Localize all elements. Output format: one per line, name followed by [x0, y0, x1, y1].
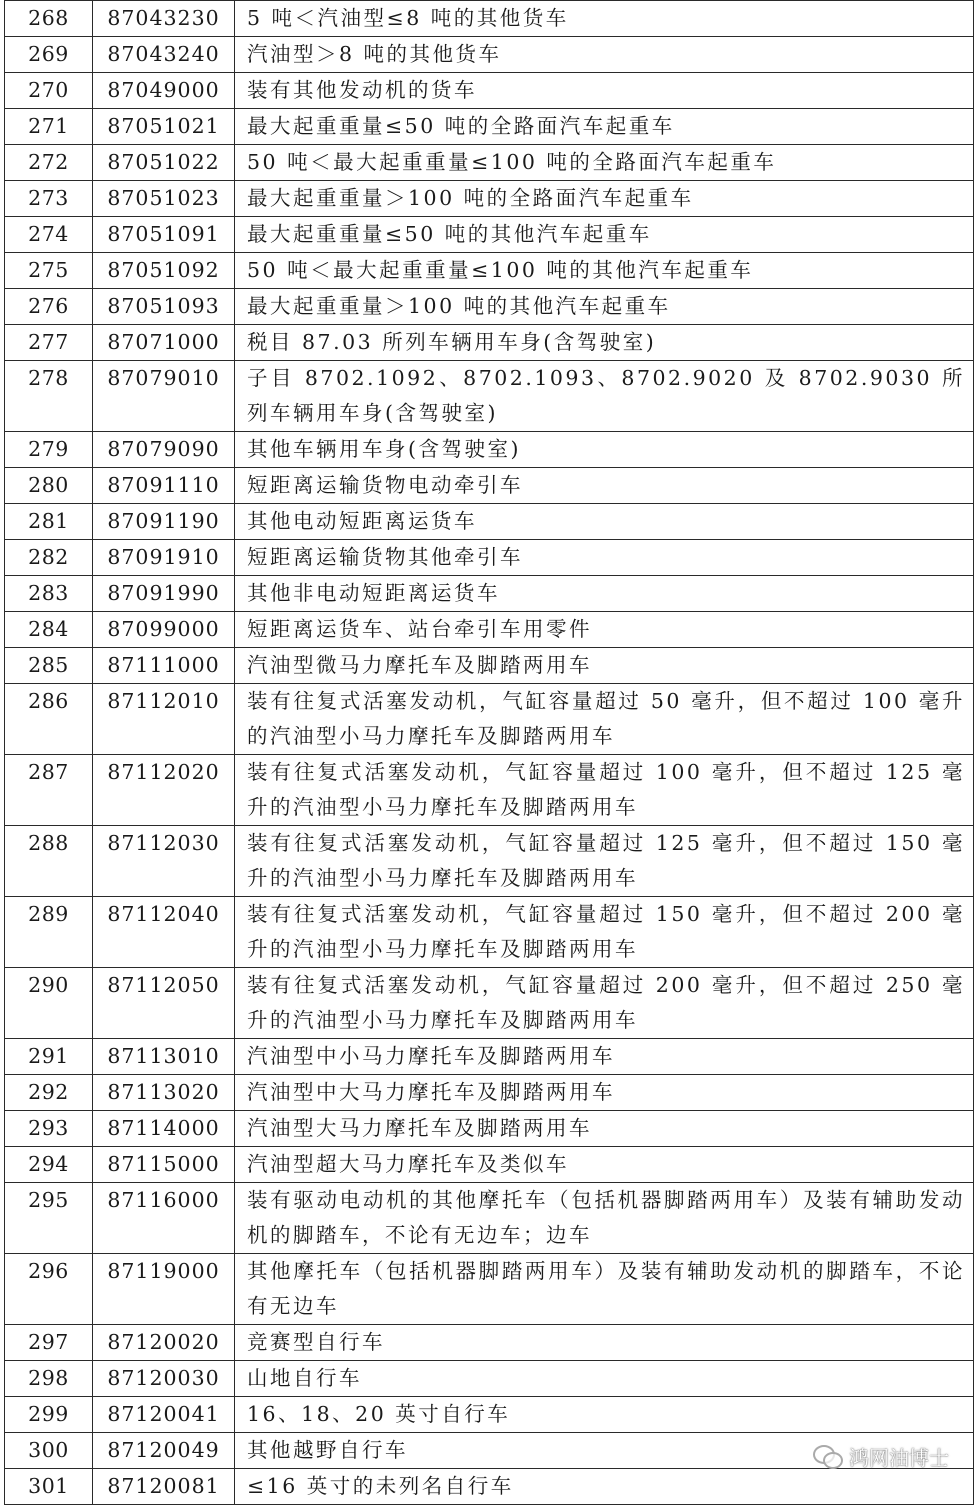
- table-row: [5, 1183, 974, 1254]
- table-row: [5, 145, 974, 181]
- tariff-code-cell: 87114000: [93, 1111, 235, 1147]
- table-row: [5, 253, 974, 289]
- tariff-code-cell: 87112040: [93, 897, 235, 968]
- table-row: [5, 684, 974, 755]
- table-row: [5, 1, 974, 37]
- table-row: [5, 109, 974, 145]
- table-row: [5, 325, 974, 361]
- tariff-code-cell: 87099000: [93, 612, 235, 648]
- description-cell: 其他摩托车（包括机器脚踏两用车）及装有辅助发动机的脚踏车，不论有无边车: [235, 1254, 974, 1325]
- row-number-cell: 284: [5, 612, 93, 648]
- row-number-cell: 293: [5, 1111, 93, 1147]
- description-cell: 装有其他发动机的货车: [235, 73, 974, 109]
- description-cell: 装有往复式活塞发动机，气缸容量超过 100 毫升，但不超过 125 毫升的汽油型小马力摩托车及脚踏两用车: [235, 755, 974, 826]
- description-cell: 最大起重重量≤50 吨的全路面汽车起重车: [235, 109, 974, 145]
- table-row: [5, 468, 974, 504]
- table-row: [5, 1397, 974, 1433]
- tariff-code-cell: 87079090: [93, 432, 235, 468]
- tariff-code-cell: 87116000: [93, 1183, 235, 1254]
- row-number-cell: 297: [5, 1325, 93, 1361]
- table-row: [5, 897, 974, 968]
- description-cell: 其他车辆用车身(含驾驶室): [235, 432, 974, 468]
- table-row: [5, 361, 974, 432]
- table-row: [5, 181, 974, 217]
- tariff-table-body: [5, 1, 974, 1505]
- description-cell: 最大起重重量＞100 吨的全路面汽车起重车: [235, 181, 974, 217]
- row-number-cell: 298: [5, 1361, 93, 1397]
- description-cell: 竞赛型自行车: [235, 1325, 974, 1361]
- watermark: [813, 1436, 949, 1476]
- description-cell: 短距离运输货物其他牵引车: [235, 540, 974, 576]
- table-row: [5, 1111, 974, 1147]
- row-number-cell: 290: [5, 968, 93, 1039]
- tariff-code-cell: 87051092: [93, 253, 235, 289]
- row-number-cell: 296: [5, 1254, 93, 1325]
- tariff-code-cell: 87111000: [93, 648, 235, 684]
- table-row: [5, 826, 974, 897]
- description-cell: 汽油型中小马力摩托车及脚踏两用车: [235, 1039, 974, 1075]
- table-row: [5, 1147, 974, 1183]
- tariff-code-cell: 87120020: [93, 1325, 235, 1361]
- tariff-code-cell: 87043240: [93, 37, 235, 73]
- description-cell: 汽油型大马力摩托车及脚踏两用车: [235, 1111, 974, 1147]
- description-cell: 最大起重重量≤50 吨的其他汽车起重车: [235, 217, 974, 253]
- table-row: [5, 540, 974, 576]
- table-row: [5, 504, 974, 540]
- tariff-code-cell: 87120030: [93, 1361, 235, 1397]
- description-cell: 装有往复式活塞发动机，气缸容量超过 50 毫升，但不超过 100 毫升的汽油型小马力摩托车及脚踏两用车: [235, 684, 974, 755]
- row-number-cell: 275: [5, 253, 93, 289]
- table-row: [5, 37, 974, 73]
- watermark-text: 鸿网油博士: [849, 1445, 949, 1470]
- row-number-cell: 279: [5, 432, 93, 468]
- description-cell: 汽油型超大马力摩托车及类似车: [235, 1147, 974, 1183]
- tariff-code-cell: 87113020: [93, 1075, 235, 1111]
- row-number-cell: 269: [5, 37, 93, 73]
- description-cell: 短距离运输货物电动牵引车: [235, 468, 974, 504]
- tariff-code-cell: 87112050: [93, 968, 235, 1039]
- tariff-code-cell: 87091990: [93, 576, 235, 612]
- description-cell: 50 吨＜最大起重重量≤100 吨的全路面汽车起重车: [235, 145, 974, 181]
- row-number-cell: 291: [5, 1039, 93, 1075]
- table-row: [5, 73, 974, 109]
- table-row: [5, 1039, 974, 1075]
- row-number-cell: 292: [5, 1075, 93, 1111]
- row-number-cell: 282: [5, 540, 93, 576]
- description-cell: 其他越野自行车: [235, 1433, 974, 1469]
- tariff-code-cell: 87120041: [93, 1397, 235, 1433]
- tariff-code-cell: 87051023: [93, 181, 235, 217]
- description-cell: 汽油型微马力摩托车及脚踏两用车: [235, 648, 974, 684]
- description-cell: 装有往复式活塞发动机，气缸容量超过 125 毫升，但不超过 150 毫升的汽油型小马力摩托车及脚踏两用车: [235, 826, 974, 897]
- wechat-icon: [813, 1443, 843, 1469]
- description-cell: 5 吨＜汽油型≤8 吨的其他货车: [235, 1, 974, 37]
- row-number-cell: 276: [5, 289, 93, 325]
- description-cell: 税目 87.03 所列车辆用车身(含驾驶室): [235, 325, 974, 361]
- tariff-code-cell: 87051093: [93, 289, 235, 325]
- description-cell: 汽油型＞8 吨的其他货车: [235, 37, 974, 73]
- table-row: [5, 755, 974, 826]
- table-row: [5, 217, 974, 253]
- table-row: [5, 1075, 974, 1111]
- tariff-code-cell: 87051021: [93, 109, 235, 145]
- tariff-code-cell: 87071000: [93, 325, 235, 361]
- row-number-cell: 300: [5, 1433, 93, 1469]
- row-number-cell: 281: [5, 504, 93, 540]
- tariff-code-cell: 87119000: [93, 1254, 235, 1325]
- row-number-cell: 301: [5, 1469, 93, 1505]
- table-row: [5, 648, 974, 684]
- description-cell: ≤16 英寸的未列名自行车: [235, 1469, 974, 1505]
- tariff-code-cell: 87115000: [93, 1147, 235, 1183]
- tariff-code-cell: 87091190: [93, 504, 235, 540]
- row-number-cell: 277: [5, 325, 93, 361]
- tariff-code-cell: 87120081: [93, 1469, 235, 1505]
- row-number-cell: 287: [5, 755, 93, 826]
- tariff-code-cell: 87043230: [93, 1, 235, 37]
- description-cell: 其他电动短距离运货车: [235, 504, 974, 540]
- tariff-code-cell: 87120049: [93, 1433, 235, 1469]
- row-number-cell: 272: [5, 145, 93, 181]
- table-row: [5, 576, 974, 612]
- table-row: [5, 1325, 974, 1361]
- tariff-code-cell: 87112030: [93, 826, 235, 897]
- tariff-code-cell: 87049000: [93, 73, 235, 109]
- description-cell: 汽油型中大马力摩托车及脚踏两用车: [235, 1075, 974, 1111]
- description-cell: 子目 8702.1092、8702.1093、8702.9020 及 8702.9030 所列车辆用车身(含驾驶室): [235, 361, 974, 432]
- table-row: [5, 612, 974, 648]
- description-cell: 16、18、20 英寸自行车: [235, 1397, 974, 1433]
- table-row: [5, 1254, 974, 1325]
- description-cell: 最大起重重量＞100 吨的其他汽车起重车: [235, 289, 974, 325]
- tariff-code-cell: 87091910: [93, 540, 235, 576]
- row-number-cell: 274: [5, 217, 93, 253]
- tariff-code-cell: 87091110: [93, 468, 235, 504]
- row-number-cell: 294: [5, 1147, 93, 1183]
- row-number-cell: 268: [5, 1, 93, 37]
- description-cell: 装有往复式活塞发动机，气缸容量超过 200 毫升，但不超过 250 毫升的汽油型小马力摩托车及脚踏两用车: [235, 968, 974, 1039]
- description-cell: 其他非电动短距离运货车: [235, 576, 974, 612]
- row-number-cell: 289: [5, 897, 93, 968]
- tariff-table: [4, 0, 974, 1505]
- description-cell: 短距离运货车、站台牵引车用零件: [235, 612, 974, 648]
- tariff-code-cell: 87113010: [93, 1039, 235, 1075]
- description-cell: 装有往复式活塞发动机，气缸容量超过 150 毫升，但不超过 200 毫升的汽油型小马力摩托车及脚踏两用车: [235, 897, 974, 968]
- table-row: [5, 968, 974, 1039]
- tariff-code-cell: 87112020: [93, 755, 235, 826]
- row-number-cell: 278: [5, 361, 93, 432]
- table-row: [5, 289, 974, 325]
- tariff-code-cell: 87112010: [93, 684, 235, 755]
- description-cell: 装有驱动电动机的其他摩托车（包括机器脚踏两用车）及装有辅助发动机的脚踏车，不论有无边车；边车: [235, 1183, 974, 1254]
- row-number-cell: 295: [5, 1183, 93, 1254]
- table-row: [5, 1361, 974, 1397]
- row-number-cell: 270: [5, 73, 93, 109]
- row-number-cell: 273: [5, 181, 93, 217]
- row-number-cell: 280: [5, 468, 93, 504]
- table-row: [5, 432, 974, 468]
- tariff-code-cell: 87079010: [93, 361, 235, 432]
- row-number-cell: 285: [5, 648, 93, 684]
- row-number-cell: 271: [5, 109, 93, 145]
- tariff-code-cell: 87051022: [93, 145, 235, 181]
- row-number-cell: 283: [5, 576, 93, 612]
- row-number-cell: 286: [5, 684, 93, 755]
- description-cell: 山地自行车: [235, 1361, 974, 1397]
- description-cell: 50 吨＜最大起重重量≤100 吨的其他汽车起重车: [235, 253, 974, 289]
- tariff-code-cell: 87051091: [93, 217, 235, 253]
- row-number-cell: 288: [5, 826, 93, 897]
- row-number-cell: 299: [5, 1397, 93, 1433]
